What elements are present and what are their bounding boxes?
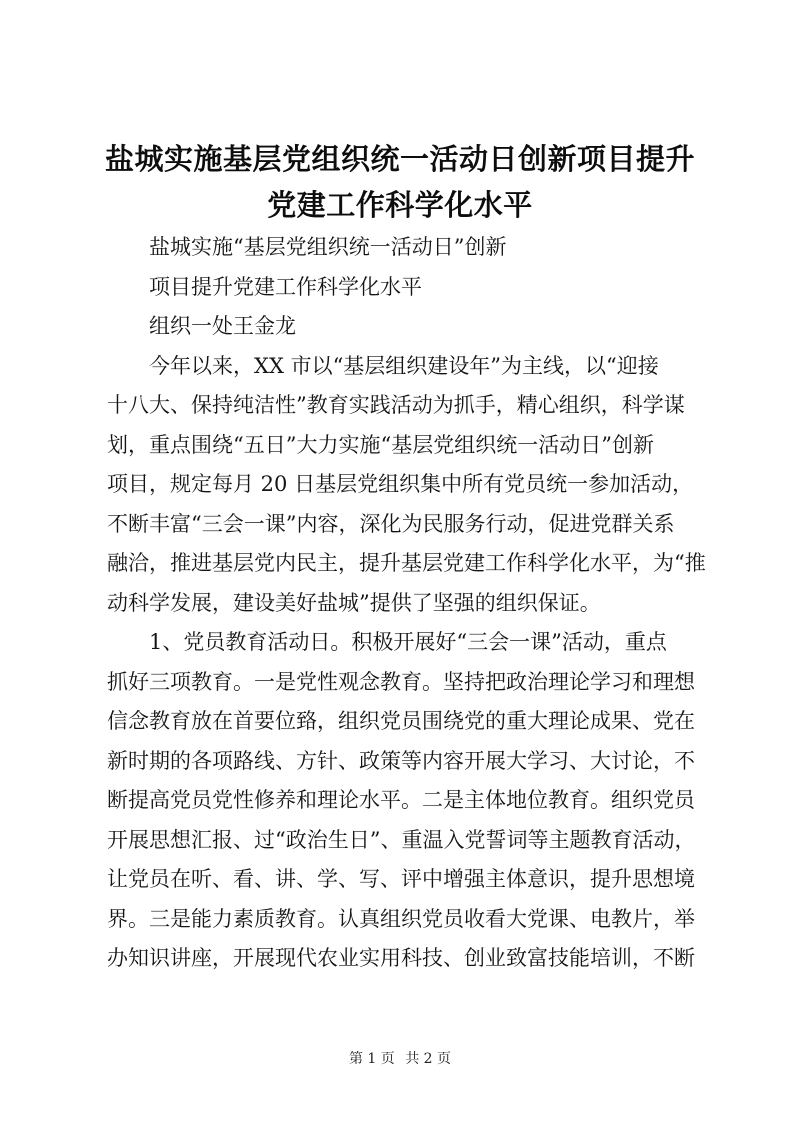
- page-footer: [0, 1049, 800, 1069]
- paragraph-line: 融洽，推进基层党内民主，提升基层党建工作科学化水平，为“推: [107, 551, 706, 575]
- paragraph-line: 办知识讲座，开展现代农业实用科技、创业致富技能培训，不断: [107, 946, 695, 970]
- subtitle-line-1: 盐城实施“基层党组织统一活动日”创新: [149, 235, 507, 259]
- paragraph-line: 新时期的各项路线、方针、政策等内容开展大学习、大讨论，不: [107, 748, 695, 773]
- document-body: [107, 228, 707, 979]
- paragraph-line: 界。三是能力素质教育。认真组织党员收看大党课、电教片，举: [107, 906, 695, 931]
- paragraph-line: 开展思想汇报、过“政治生日”、重温入党誓词等主题教育活动，: [107, 827, 696, 852]
- author-line: 组织一处王金龙: [149, 314, 296, 338]
- subtitle-line-2: 项目提升党建工作科学化水平: [149, 274, 422, 299]
- title-line-1: 盐城实施基层党组织统一活动日创新项目提升: [104, 142, 695, 176]
- paragraph-line: 动科学发展，建设美好盐城”提供了坚强的组织保证。: [107, 590, 601, 615]
- paragraph-line: 划，重点围绕“五日”大力实施“基层党组织统一活动日”创新: [107, 432, 654, 457]
- paragraph-line: 1、党员教育活动日。积极开展好“三会一课”活动，重点: [149, 630, 667, 654]
- paragraph-line: 抓好三项教育。一是党性观念教育。坚持把政治理论学习和理想: [107, 669, 695, 694]
- paragraph-line: 十八大、保持纯洁性”教育实践活动为抓手，精心组织，科学谋: [107, 393, 685, 417]
- page-number: 第 1 页: [348, 1051, 395, 1067]
- paragraph-line: 让党员在听、看、讲、学、写、评中增强主体意识，提升思想境: [107, 867, 695, 891]
- paragraph-line: 今年以来，XX 市以“基层组织建设年”为主线，以“迎接: [149, 353, 659, 378]
- paragraph-line: 不断丰富“三会一课”内容，深化为民服务行动，促进党群关系: [107, 511, 675, 536]
- title-line-2: 党建工作科学化水平: [267, 188, 533, 222]
- paragraph-line: 项目，规定每月 20 日基层党组织集中所有党员统一参加活动，: [107, 472, 694, 496]
- paragraph-line: 断提高党员党性修养和理论水平。二是主体地位教育。组织党员: [107, 788, 695, 812]
- document-title: [96, 136, 704, 228]
- page-total: 共 2 页: [405, 1051, 452, 1067]
- paragraph-line: 信念教育放在首要位臵，组织党员围绕党的重大理论成果、党在: [107, 709, 695, 733]
